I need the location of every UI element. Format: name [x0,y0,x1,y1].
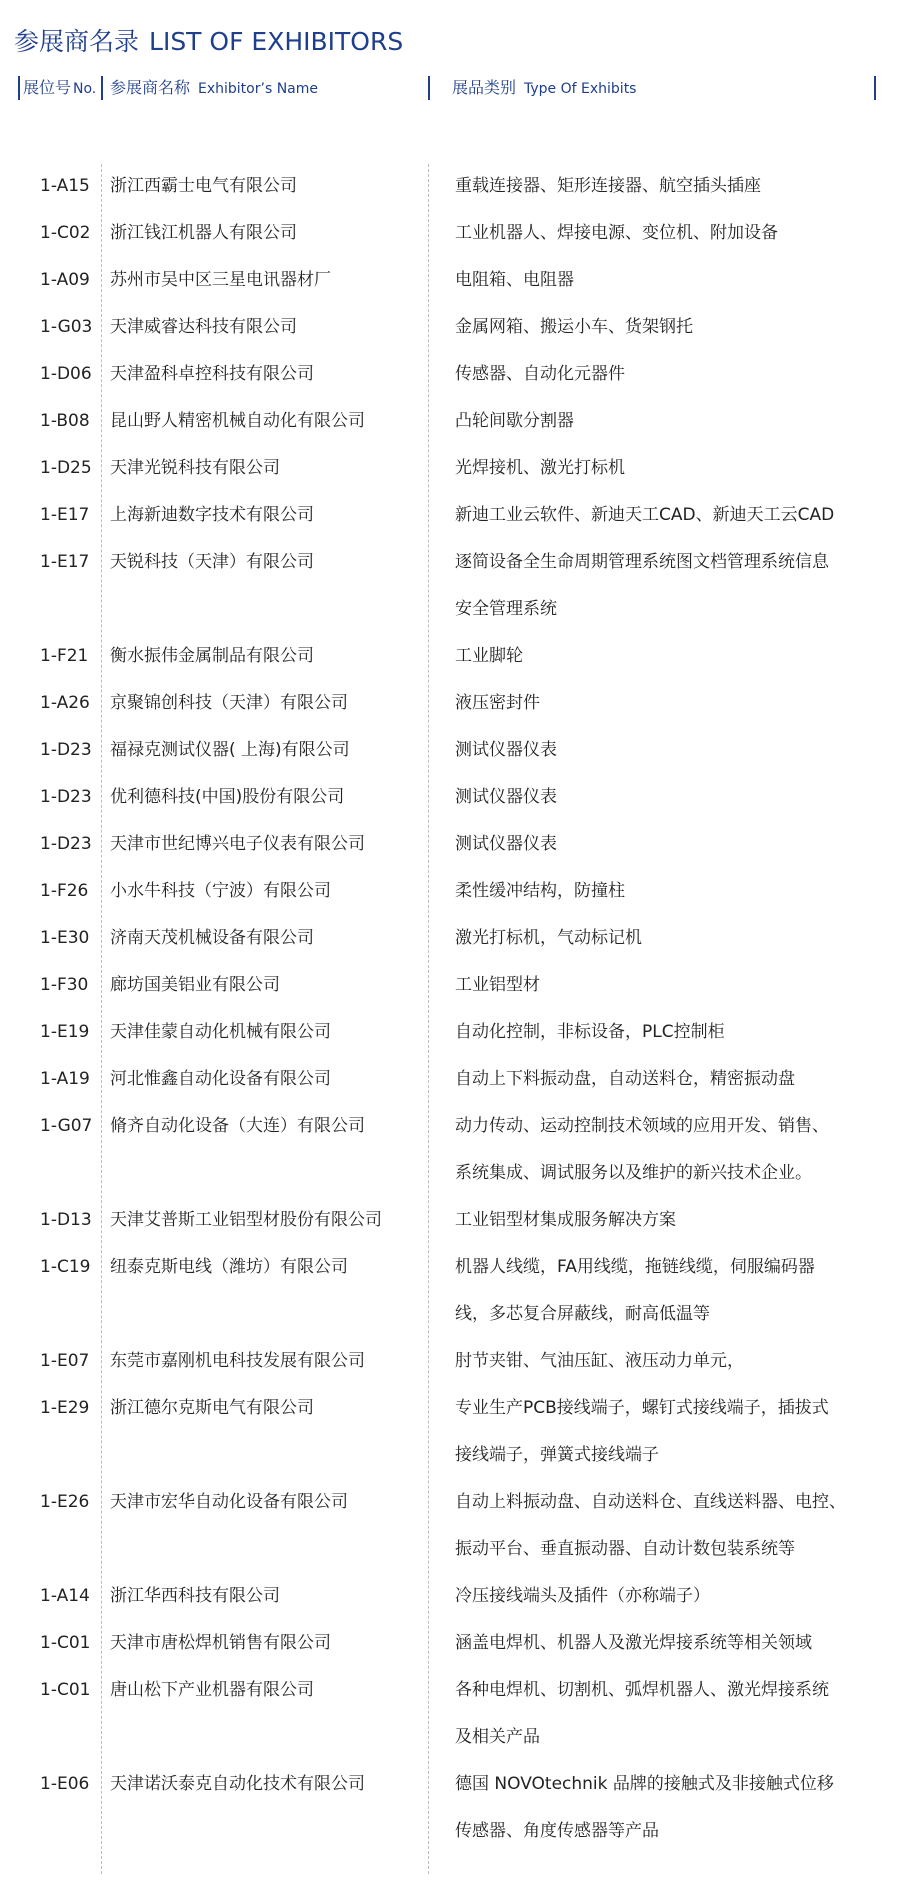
exhibit-type [455,1056,895,1103]
exhibit-type [455,398,895,445]
booth-number: 1-D23 [40,787,92,807]
booth-number: 1-F26 [40,881,89,901]
exhibit-type-line: 振动平台、垂直振动器、自动计数包装系统等 [455,1539,795,1559]
table-row [0,1244,921,1338]
exhibitor-name: 天津佳蒙自动化机械有限公司 [110,1022,331,1042]
exhibitor-name: 天津市宏华自动化设备有限公司 [110,1492,348,1512]
booth-number: 1-E30 [40,928,90,948]
header-type [452,76,636,101]
exhibitor-name: 天津市世纪博兴电子仪表有限公司 [110,834,365,854]
table-row [0,962,921,1009]
exhibit-type-line: 各种电焊机、切割机、弧焊机器人、激光焊接系统 [455,1680,829,1700]
exhibitor-name: 纽泰克斯电线（潍坊）有限公司 [110,1257,348,1277]
table-row [0,210,921,257]
table-row [0,1009,921,1056]
exhibit-type-line: 金属网箱、搬运小车、货架钢托 [455,317,693,337]
booth-number: 1-F21 [40,646,89,666]
exhibitor-name: 上海新迪数字技术有限公司 [110,505,314,525]
booth-number: 1-D13 [40,1210,92,1230]
exhibit-type [455,1620,895,1667]
header-booth [23,76,96,101]
exhibit-type [455,1385,895,1479]
booth-number: 1-A15 [40,176,90,196]
exhibit-type-line: 线，多芯复合屏蔽线，耐高低温等 [455,1304,710,1324]
exhibit-type [455,915,895,962]
exhibit-type [455,492,895,539]
exhibit-type-line: 工业机器人、焊接电源、变位机、附加设备 [455,223,778,243]
header-name-zh: 参展商名称 [110,78,191,97]
table-row [0,1338,921,1385]
exhibit-type-line: 测试仪器仪表 [455,834,557,854]
exhibit-type-line: 自动化控制，非标设备，PLC控制柜 [455,1022,725,1042]
header-bar [874,76,876,100]
exhibitor-name: 衡水振伟金属制品有限公司 [110,646,314,666]
exhibitor-name: 浙江西霸士电气有限公司 [110,176,297,196]
header-booth-en: No. [73,81,97,97]
table-row [0,257,921,304]
exhibit-type [455,1338,895,1385]
table-row [0,868,921,915]
exhibitor-list [0,163,921,1855]
exhibit-type-line: 工业脚轮 [455,646,523,666]
booth-number: 1-D23 [40,834,92,854]
exhibitor-name: 浙江德尔克斯电气有限公司 [110,1398,314,1418]
exhibit-type [455,304,895,351]
booth-number: 1-C01 [40,1633,91,1653]
table-row [0,1761,921,1855]
header-name [110,76,318,101]
booth-number: 1-C01 [40,1680,91,1700]
exhibit-type [455,1667,895,1761]
exhibitor-name: 浙江华西科技有限公司 [110,1586,280,1606]
table-row [0,1620,921,1667]
exhibit-type-line: 重载连接器、矩形连接器、航空插头插座 [455,176,761,196]
booth-number: 1-G07 [40,1116,93,1136]
exhibitor-name: 天津诺沃泰克自动化技术有限公司 [110,1774,365,1794]
exhibit-type [455,351,895,398]
exhibitor-name: 廊坊国美铝业有限公司 [110,975,280,995]
exhibit-type-line: 传感器、自动化元器件 [455,364,625,384]
exhibit-type [455,1479,895,1573]
exhibit-type-line: 自动上料振动盘、自动送料仓、直线送料器、电控、 [455,1492,846,1512]
booth-number: 1-D25 [40,458,92,478]
header-type-en: Type Of Exhibits [524,81,637,97]
exhibit-type [455,163,895,210]
booth-number: 1-E29 [40,1398,90,1418]
exhibitor-name: 福禄克测试仪器( 上海)有限公司 [110,740,350,760]
exhibit-type [455,868,895,915]
exhibit-type-line: 凸轮间歇分割器 [455,411,574,431]
exhibit-type-line: 新迪工业云软件、新迪天工CAD、新迪天工云CAD [455,505,835,525]
exhibit-type-line: 涵盖电焊机、机器人及激光焊接系统等相关领域 [455,1633,812,1653]
exhibit-type [455,1009,895,1056]
booth-number: 1-F30 [40,975,89,995]
booth-number: 1-C02 [40,223,91,243]
exhibit-type-line: 肘节夹钳、气油压缸、液压动力单元， [455,1351,744,1371]
booth-number: 1-E26 [40,1492,90,1512]
header-booth-zh: 展位号 [23,78,72,97]
exhibit-type-line: 工业铝型材集成服务解决方案 [455,1210,676,1230]
header-bar [428,76,430,100]
table-row [0,1667,921,1761]
table-row [0,351,921,398]
exhibit-type [455,633,895,680]
exhibit-type [455,210,895,257]
table-row [0,1573,921,1620]
exhibitor-name: 天津市唐松焊机销售有限公司 [110,1633,331,1653]
booth-number: 1-D06 [40,364,92,384]
exhibit-type-line: 激光打标机，气动标记机 [455,928,642,948]
booth-number: 1-A26 [40,693,90,713]
exhibitor-name: 济南天茂机械设备有限公司 [110,928,314,948]
exhibit-type-line: 专业生产PCB接线端子，螺钉式接线端子，插拔式 [455,1398,829,1418]
exhibit-type [455,539,895,633]
exhibit-type [455,680,895,727]
exhibit-type-line: 测试仪器仪表 [455,787,557,807]
table-row [0,1197,921,1244]
exhibit-type-line: 传感器、角度传感器等产品 [455,1821,659,1841]
exhibit-type-line: 系统集成、调试服务以及维护的新兴技术企业。 [455,1163,812,1183]
table-row [0,1103,921,1197]
exhibit-type [455,1103,895,1197]
page-title [14,24,403,60]
table-header [0,76,921,102]
table-row [0,1479,921,1573]
exhibit-type [455,727,895,774]
exhibitor-name: 天锐科技（天津）有限公司 [110,552,314,572]
booth-number: 1-E17 [40,505,90,525]
exhibitor-name: 苏州市吴中区三星电讯器材厂 [110,270,331,290]
exhibit-type-line: 安全管理系统 [455,599,557,619]
exhibit-type-line: 液压密封件 [455,693,540,713]
table-row [0,539,921,633]
booth-number: 1-G03 [40,317,93,337]
booth-number: 1-E06 [40,1774,90,1794]
exhibit-type [455,962,895,1009]
header-bar [18,76,20,100]
table-row [0,774,921,821]
exhibit-type-line: 光焊接机、激光打标机 [455,458,625,478]
header-name-en: Exhibitor’s Name [198,81,318,97]
booth-number: 1-E19 [40,1022,90,1042]
table-row [0,633,921,680]
booth-number: 1-C19 [40,1257,91,1277]
exhibitor-name: 东莞市嘉刚机电科技发展有限公司 [110,1351,365,1371]
table-row [0,680,921,727]
exhibit-type-line: 逐简设备全生命周期管理系统图文档管理系统信息 [455,552,829,572]
table-row [0,1385,921,1479]
exhibit-type-line: 动力传动、运动控制技术领域的应用开发、销售、 [455,1116,829,1136]
booth-number: 1-E17 [40,552,90,572]
exhibit-type [455,1244,895,1338]
page-title-en: LIST OF EXHIBITORS [149,27,404,56]
booth-number: 1-D23 [40,740,92,760]
table-row [0,492,921,539]
booth-number: 1-E07 [40,1351,90,1371]
exhibit-type-line: 电阻箱、电阻器 [455,270,574,290]
exhibit-type [455,445,895,492]
exhibit-type-line: 工业铝型材 [455,975,540,995]
table-row [0,821,921,868]
exhibit-type-line: 测试仪器仪表 [455,740,557,760]
exhibitor-name: 小水牛科技（宁波）有限公司 [110,881,331,901]
exhibit-type-line: 接线端子，弹簧式接线端子 [455,1445,659,1465]
exhibit-type-line: 德国 NOVOtechnik 品牌的接触式及非接触式位移 [455,1774,834,1794]
booth-number: 1-A14 [40,1586,90,1606]
exhibit-type [455,774,895,821]
table-row [0,915,921,962]
table-row [0,445,921,492]
booth-number: 1-A09 [40,270,90,290]
exhibit-type-line: 机器人线缆，FA用线缆，拖链线缆，伺服编码器 [455,1257,815,1277]
table-row [0,398,921,445]
table-row [0,163,921,210]
exhibitor-name: 优利德科技(中国)股份有限公司 [110,787,345,807]
exhibit-type [455,1197,895,1244]
exhibit-type-line: 柔性缓冲结构，防撞柱 [455,881,625,901]
exhibitor-name: 京聚锦创科技（天津）有限公司 [110,693,348,713]
exhibit-type [455,257,895,304]
exhibit-type-line: 自动上下料振动盘，自动送料仓，精密振动盘 [455,1069,795,1089]
exhibit-type-line: 冷压接线端头及插件（亦称端子） [455,1586,710,1606]
table-row [0,727,921,774]
exhibit-type-line: 及相关产品 [455,1727,540,1747]
exhibitor-name: 天津威睿达科技有限公司 [110,317,297,337]
table-row [0,304,921,351]
exhibitor-name: 天津光锐科技有限公司 [110,458,280,478]
exhibit-type [455,1573,895,1620]
exhibitor-name: 天津盈科卓控科技有限公司 [110,364,314,384]
exhibitor-name: 浙江钱江机器人有限公司 [110,223,297,243]
exhibitor-name: 唐山松下产业机器有限公司 [110,1680,314,1700]
exhibitor-name: 昆山野人精密机械自动化有限公司 [110,411,365,431]
exhibitor-name: 天津艾普斯工业铝型材股份有限公司 [110,1210,382,1230]
booth-number: 1-A19 [40,1069,90,1089]
booth-number: 1-B08 [40,411,90,431]
exhibitor-name: 脩齐自动化设备（大连）有限公司 [110,1116,365,1136]
header-bar [101,76,103,100]
page-title-zh: 参展商名录 [14,27,140,56]
exhibitor-name: 河北惟鑫自动化设备有限公司 [110,1069,331,1089]
table-row [0,1056,921,1103]
exhibit-type [455,1761,895,1855]
header-type-zh: 展品类别 [452,78,517,97]
exhibit-type [455,821,895,868]
